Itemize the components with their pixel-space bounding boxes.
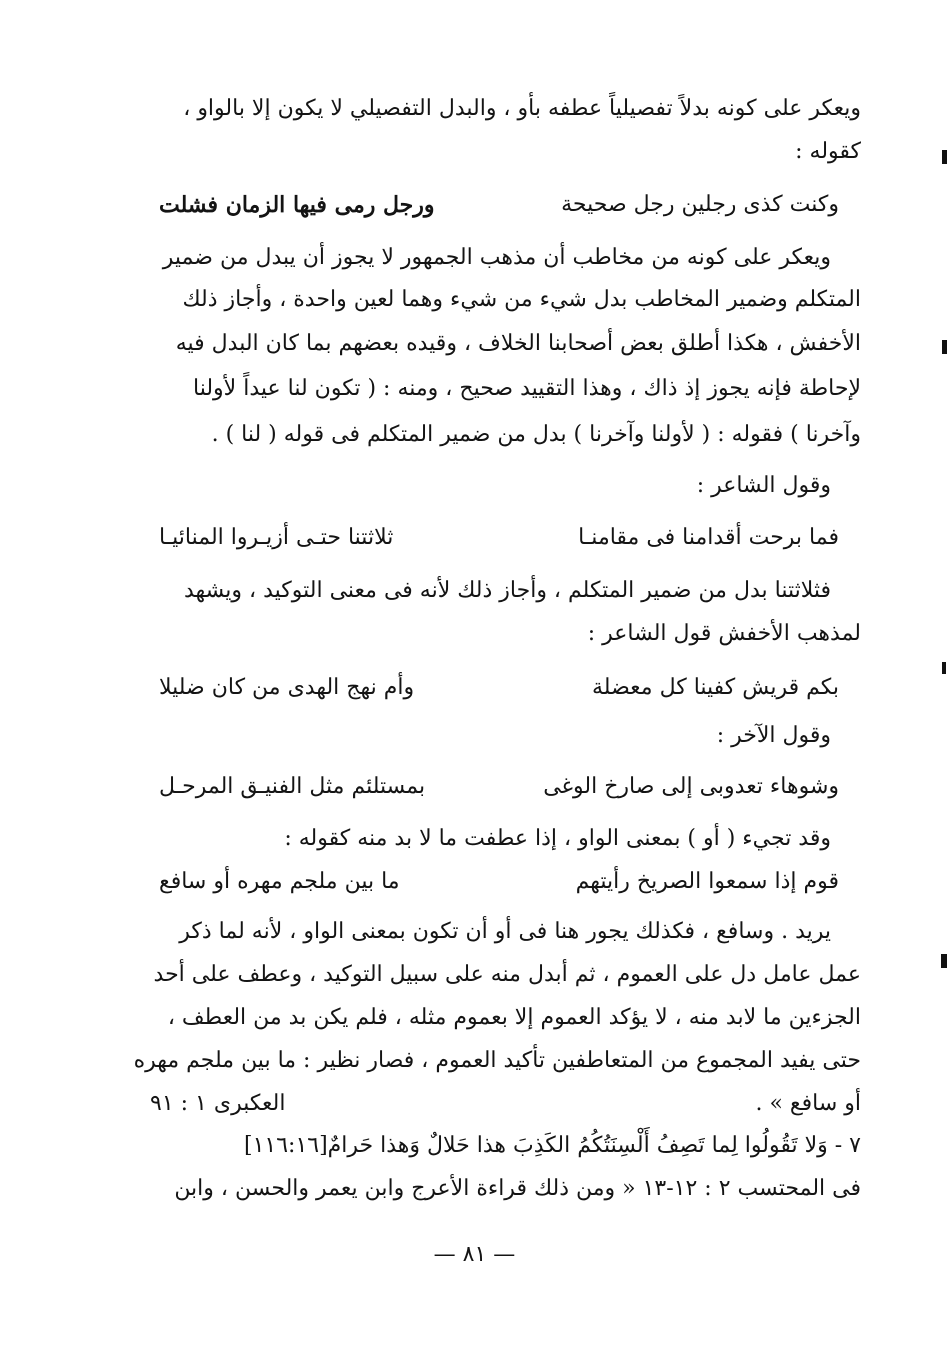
verse-5-first-hemistich: قوم إذا سمعوا الصريخ رأيتهم [575, 869, 839, 894]
verse-5 [159, 867, 839, 897]
text-line-12: وقد تجيء ( أو ) بمعنى الواو ، إذا عطفت ما لا بد منه كقوله : [284, 826, 831, 851]
reference-ukbari: العكبرى ١ : ٩١ [150, 1091, 286, 1116]
text-line-14: عمل عامل دل على العموم ، ثم أبدل منه على سبيل التوكيد ، وعطف على أحد [153, 962, 861, 987]
verse-1-second-hemistich: ورجل رمى فيها الزمان فشلت [159, 192, 435, 218]
scan-mark [942, 662, 946, 674]
text-line-8: وقول الشاعر : [696, 473, 831, 498]
text-line-13: يريد . وسافع ، فكذلك يجور هنا فى أو أن تكون بمعنى الواو ، لأنه لما ذكر [179, 919, 831, 944]
verse-4-first-hemistich: وشوهاء تعدوبى إلى صارخ الوغى [543, 774, 839, 799]
scan-mark [942, 340, 947, 354]
verse-2-second-hemistich: ثلاثتنا حتـى أزيـروا المنائيـا [159, 525, 394, 550]
text-line-2: كقوله : [795, 139, 861, 164]
verse-1 [159, 190, 839, 220]
verse-2 [159, 523, 839, 553]
scan-mark [942, 150, 947, 164]
verse-3-first-hemistich: بكم قريش كفينا كل معضلة [592, 675, 839, 700]
text-line-10: لمذهب الأخفش قول الشاعر : [587, 621, 861, 646]
text-line-16: حتى يفيد المجموع من المتعاطفين تأكيد العموم ، فصار نظير : ما بين ملجم مهره [133, 1048, 861, 1073]
text-line-17: أو سافع » . [755, 1091, 861, 1116]
verse-3-second-hemistich: وأم نهج الهدى من كان ضليلا [159, 675, 415, 700]
page-number: — ٨١ — [433, 1242, 516, 1267]
verse-4-second-hemistich: بمستلئم مثل الفنيـق المرحـل [159, 774, 426, 799]
verse-1-first-hemistich: وكنت كذى رجلين رجل صحيحة [561, 192, 839, 217]
verse-2-first-hemistich: فما برحت أقدامنا فى مقامنـا [578, 525, 839, 550]
text-line-6: لإحاطة فإنه يجوز إذ ذاك ، وهذا التقييد صحيح ، ومنه : ( تكون لنا عيداً لأولنا [193, 376, 861, 401]
text-line-7: وآخرنا ) فقوله : ( لأولنا وآخرنا ) بدل من ضمير المتكلم فى قوله ( لنا ) . [211, 422, 861, 447]
verse-3 [159, 673, 839, 703]
text-line-3: ويعكر على كونه من مخاطب أن مذهب الجمهور لا يجوز أن يبدل من ضمير [162, 245, 831, 270]
verse-5-second-hemistich: ما بين ملجم مهره أو سافع [159, 869, 400, 894]
text-line-9: فثلاثتنا بدل من ضمير المتكلم ، وأجاز ذلك لأنه فى معنى التوكيد ، ويشهد [183, 578, 831, 603]
scan-mark [941, 954, 947, 968]
verse-4 [159, 772, 839, 802]
text-line-15: الجزءين ما لابد منه ، لا يؤكد العموم إلا بعموم مثله ، فلم يكن بد من العطف ، [167, 1005, 861, 1030]
text-line-19: فى المحتسب ٢ : ١٢-١٣ « ومن ذلك قراءة الأعرج وابن يعمر والحسن ، وابن [174, 1176, 861, 1201]
text-line-11: وقول الآخر : [716, 723, 831, 748]
quran-verse-line: ٧ - وَلا تَقُولُوا لِما تَصِفُ أَلْسِنَتُكُمُ الكَذِبَ هذا حَلالٌ وَهذا حَرامٌ[١١٦:١٦] [244, 1133, 861, 1158]
text-line-4: المتكلم وضمير المخاطب بدل شيء من شيء وهما لعين واحدة ، وأجاز ذلك [182, 287, 861, 312]
text-line-1: ويعكر على كونه بدلاً تفصيلياً عطفه بأو ، والبدل التفصيلي لا يكون إلا بالواو ، [183, 96, 861, 121]
text-line-5: الأخفش ، هكذا أطلق بعض أصحابنا الخلاف ، وقيده بعضهم بما كان البدل فيه [175, 331, 861, 356]
